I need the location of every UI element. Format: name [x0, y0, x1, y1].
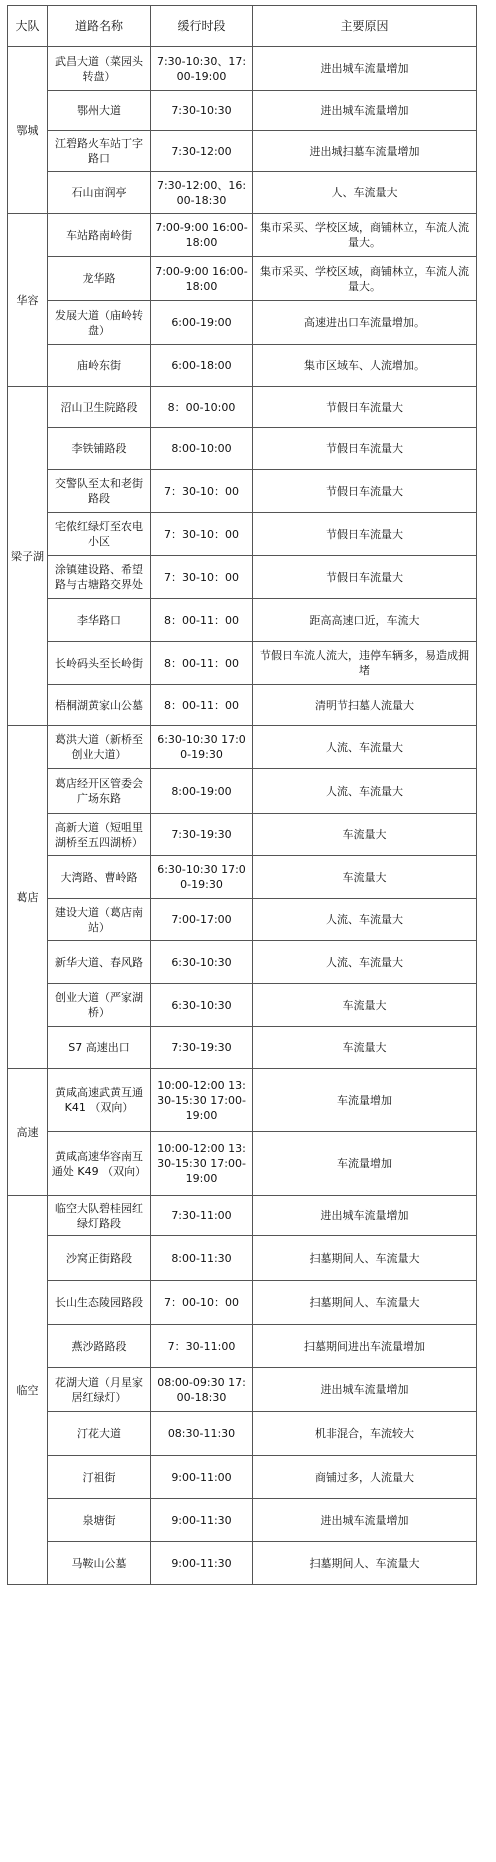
slow-period-cell: 7:30-10:30 — [151, 91, 253, 131]
table-row — [8, 131, 477, 172]
table-row — [8, 1027, 477, 1069]
table-row — [8, 1456, 477, 1499]
slow-period-cell: 7：00-10：00 — [151, 1281, 253, 1325]
table-row — [8, 1368, 477, 1412]
table-row — [8, 1499, 477, 1542]
road-name-cell: S7 高速出口 — [48, 1027, 151, 1069]
slow-period-cell: 10:00-12:00 13:30-15:30 17:00-19:00 — [151, 1069, 253, 1132]
road-name-cell: 创业大道（严家湖桥） — [48, 984, 151, 1027]
road-name-cell: 龙华路 — [48, 257, 151, 301]
road-name-cell: 武昌大道（菜园头转盘） — [48, 47, 151, 91]
table-row — [8, 470, 477, 513]
table-row — [8, 556, 477, 599]
table-row — [8, 599, 477, 642]
main-reason-cell: 人流、车流量大 — [253, 941, 477, 984]
slow-period-cell: 6:00-19:00 — [151, 301, 253, 345]
main-reason-cell: 人、车流量大 — [253, 172, 477, 214]
road-name-cell: 汀祖街 — [48, 1456, 151, 1499]
slow-period-cell: 7:30-10:30、17:00-19:00 — [151, 47, 253, 91]
main-reason-cell: 车流量增加 — [253, 1069, 477, 1132]
table-row — [8, 387, 477, 428]
table-row — [8, 941, 477, 984]
table-row — [8, 1412, 477, 1456]
slow-period-cell: 6:30-10:30 17:00-19:30 — [151, 726, 253, 769]
slow-period-cell: 8：00-11：00 — [151, 685, 253, 726]
main-reason-cell: 距高高速口近，车流大 — [253, 599, 477, 642]
main-reason-cell: 进出城车流量增加 — [253, 1196, 477, 1236]
slow-period-cell: 7:30-12:00 — [151, 131, 253, 172]
slow-period-cell: 8:00-19:00 — [151, 769, 253, 814]
road-name-cell: 葛洪大道（新桥至创业大道） — [48, 726, 151, 769]
slow-period-cell: 7:00-17:00 — [151, 899, 253, 941]
table-row — [8, 345, 477, 387]
main-reason-cell: 车流量大 — [253, 1027, 477, 1069]
road-name-cell: 泉塘街 — [48, 1499, 151, 1542]
slow-period-cell: 7:00-9:00 16:00-18:00 — [151, 257, 253, 301]
slow-period-cell: 7:00-9:00 16:00-18:00 — [151, 214, 253, 257]
main-reason-cell: 扫墓期间进出车流量增加 — [253, 1325, 477, 1368]
slow-period-cell: 9:00-11:30 — [151, 1542, 253, 1585]
road-name-cell: 汀花大道 — [48, 1412, 151, 1456]
slow-period-cell: 7:30-11:00 — [151, 1196, 253, 1236]
main-reason-cell: 人流、车流量大 — [253, 769, 477, 814]
brigade-cell: 梁子湖 — [8, 387, 48, 726]
main-reason-cell: 集市区域车、人流增加。 — [253, 345, 477, 387]
main-reason-cell: 高速进出口车流量增加。 — [253, 301, 477, 345]
table-header — [8, 6, 477, 47]
slow-period-cell: 08:00-09:30 17:00-18:30 — [151, 1368, 253, 1412]
slow-period-cell: 8：00-10:00 — [151, 387, 253, 428]
road-name-cell: 马鞍山公墓 — [48, 1542, 151, 1585]
road-name-cell: 临空大队碧桂园红绿灯路段 — [48, 1196, 151, 1236]
main-reason-cell: 节假日车流人流大，违停车辆多，易造成拥堵 — [253, 642, 477, 685]
header-road-name: 道路名称 — [48, 6, 151, 47]
table-row — [8, 769, 477, 814]
road-name-cell: 梧桐湖黄家山公墓 — [48, 685, 151, 726]
table-row — [8, 1325, 477, 1368]
road-name-cell: 发展大道（庙岭转盘） — [48, 301, 151, 345]
table-row — [8, 257, 477, 301]
table-row — [8, 91, 477, 131]
slow-period-cell: 8：00-11：00 — [151, 599, 253, 642]
slow-period-cell: 7:30-12:00、16:00-18:30 — [151, 172, 253, 214]
main-reason-cell: 集市采买、学校区域，商铺林立，车流人流量大。 — [253, 257, 477, 301]
table-row — [8, 428, 477, 470]
main-reason-cell: 扫墓期间人、车流量大 — [253, 1281, 477, 1325]
slow-period-cell: 9:00-11:30 — [151, 1499, 253, 1542]
table-body — [8, 47, 477, 1585]
table-row — [8, 214, 477, 257]
main-reason-cell: 清明节扫墓人流量大 — [253, 685, 477, 726]
brigade-cell: 鄂城 — [8, 47, 48, 214]
table-row — [8, 1196, 477, 1236]
main-reason-cell: 节假日车流量大 — [253, 428, 477, 470]
slow-period-cell: 6:30-10:30 17:00-19:30 — [151, 856, 253, 899]
road-name-cell: 宅侬红绿灯至农电小区 — [48, 513, 151, 556]
table-row — [8, 513, 477, 556]
header-row — [8, 6, 477, 47]
road-name-cell: 车站路南岭街 — [48, 214, 151, 257]
table-row — [8, 984, 477, 1027]
slow-period-cell: 6:30-10:30 — [151, 941, 253, 984]
road-name-cell: 高新大道（短咀里湖桥至五四湖桥） — [48, 814, 151, 856]
road-name-cell: 新华大道、春风路 — [48, 941, 151, 984]
brigade-cell: 高速 — [8, 1069, 48, 1196]
table-row — [8, 1132, 477, 1196]
main-reason-cell: 进出城车流量增加 — [253, 47, 477, 91]
main-reason-cell: 商铺过多，人流量大 — [253, 1456, 477, 1499]
road-name-cell: 沙窝正街路段 — [48, 1236, 151, 1281]
road-name-cell: 黄咸高速华容南互通处 K49 （双向） — [48, 1132, 151, 1196]
slow-period-cell: 7:30-19:30 — [151, 1027, 253, 1069]
main-reason-cell: 进出城车流量增加 — [253, 91, 477, 131]
brigade-cell: 临空 — [8, 1196, 48, 1585]
main-reason-cell: 节假日车流量大 — [253, 387, 477, 428]
slow-period-cell: 08:30-11:30 — [151, 1412, 253, 1456]
slow-period-cell: 7：30-10：00 — [151, 470, 253, 513]
main-reason-cell: 进出城车流量增加 — [253, 1368, 477, 1412]
main-reason-cell: 机非混合，车流较大 — [253, 1412, 477, 1456]
header-slow-period: 缓行时段 — [151, 6, 253, 47]
main-reason-cell: 人流、车流量大 — [253, 899, 477, 941]
road-name-cell: 长岭码头至长岭街 — [48, 642, 151, 685]
road-name-cell: 江碧路火车站丁字路口 — [48, 131, 151, 172]
table-row — [8, 47, 477, 91]
road-name-cell: 李华路口 — [48, 599, 151, 642]
slow-period-cell: 10:00-12:00 13:30-15:30 17:00-19:00 — [151, 1132, 253, 1196]
slow-period-cell: 7：30-10：00 — [151, 513, 253, 556]
road-name-cell: 庙岭东街 — [48, 345, 151, 387]
brigade-cell: 葛店 — [8, 726, 48, 1069]
table-row — [8, 899, 477, 941]
road-name-cell: 大湾路、曹岭路 — [48, 856, 151, 899]
table-row — [8, 301, 477, 345]
table-row — [8, 856, 477, 899]
road-name-cell: 沼山卫生院路段 — [48, 387, 151, 428]
header-brigade: 大队 — [8, 6, 48, 47]
main-reason-cell: 扫墓期间人、车流量大 — [253, 1542, 477, 1585]
slow-period-cell: 6:00-18:00 — [151, 345, 253, 387]
slow-period-cell: 7：30-11:00 — [151, 1325, 253, 1368]
road-name-cell: 长山生态陵园路段 — [48, 1281, 151, 1325]
table-row — [8, 1069, 477, 1132]
main-reason-cell: 进出城扫墓车流量增加 — [253, 131, 477, 172]
slow-period-cell: 7：30-10：00 — [151, 556, 253, 599]
road-name-cell: 葛店经开区管委会广场东路 — [48, 769, 151, 814]
table-row — [8, 172, 477, 214]
slow-period-cell: 8：00-11：00 — [151, 642, 253, 685]
table-row — [8, 814, 477, 856]
main-reason-cell: 车流量增加 — [253, 1132, 477, 1196]
road-name-cell: 涂镇建设路、希望路与古塘路交界处 — [48, 556, 151, 599]
main-reason-cell: 人流、车流量大 — [253, 726, 477, 769]
main-reason-cell: 节假日车流量大 — [253, 556, 477, 599]
header-main-reason: 主要原因 — [253, 6, 477, 47]
road-name-cell: 建设大道（葛店南站） — [48, 899, 151, 941]
road-name-cell: 黄咸高速武黄互通 K41 （双向） — [48, 1069, 151, 1132]
main-reason-cell: 节假日车流量大 — [253, 513, 477, 556]
brigade-cell: 华容 — [8, 214, 48, 387]
table-row — [8, 726, 477, 769]
road-name-cell: 石山亩润亭 — [48, 172, 151, 214]
main-reason-cell: 进出城车流量增加 — [253, 1499, 477, 1542]
main-reason-cell: 集市采买、学校区域，商铺林立，车流人流量大。 — [253, 214, 477, 257]
road-name-cell: 燕沙路路段 — [48, 1325, 151, 1368]
traffic-congestion-table — [7, 5, 477, 1585]
road-name-cell: 鄂州大道 — [48, 91, 151, 131]
main-reason-cell: 节假日车流量大 — [253, 470, 477, 513]
main-reason-cell: 车流量大 — [253, 984, 477, 1027]
main-reason-cell: 车流量大 — [253, 814, 477, 856]
slow-period-cell: 7:30-19:30 — [151, 814, 253, 856]
table-row — [8, 685, 477, 726]
table-row — [8, 1542, 477, 1585]
table-row — [8, 642, 477, 685]
table-row — [8, 1281, 477, 1325]
road-name-cell: 交警队至太和老街路段 — [48, 470, 151, 513]
road-name-cell: 李铁铺路段 — [48, 428, 151, 470]
slow-period-cell: 8:00-11:30 — [151, 1236, 253, 1281]
slow-period-cell: 9:00-11:00 — [151, 1456, 253, 1499]
main-reason-cell: 车流量大 — [253, 856, 477, 899]
table-row — [8, 1236, 477, 1281]
main-reason-cell: 扫墓期间人、车流量大 — [253, 1236, 477, 1281]
slow-period-cell: 8:00-10:00 — [151, 428, 253, 470]
road-name-cell: 花湖大道（月星家居红绿灯） — [48, 1368, 151, 1412]
slow-period-cell: 6:30-10:30 — [151, 984, 253, 1027]
